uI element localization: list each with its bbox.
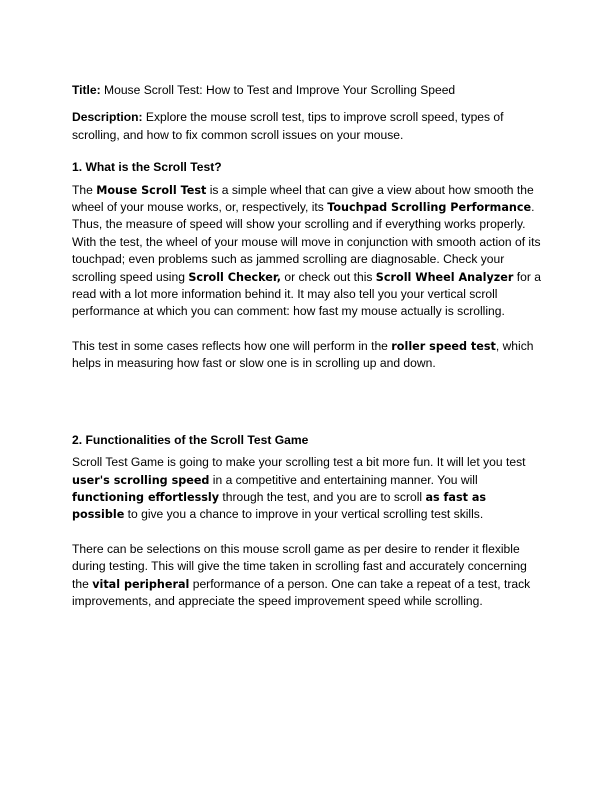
bold-term-as-fast-as-possible: as fast as possible — [72, 490, 487, 522]
text-run: or check out this — [281, 269, 376, 284]
bold-term-mouse-scroll-test: Mouse Scroll Test — [96, 183, 207, 197]
bold-term-touchpad-scrolling-performance: Touchpad Scrolling Performance — [327, 201, 532, 215]
document-page — [72, 82, 542, 610]
section-1-paragraph-1 — [72, 182, 542, 321]
section-1-heading: 1. What is the Scroll Test? — [72, 160, 222, 175]
document-title — [72, 82, 542, 99]
text-run: . Thus, the measure of speed will show your scrolling and if everything works properly. With the test, the wheel of your mouse will move in conjunction with smooth action of its touchpad; even problems such as jammed scrolling are diagnosable. Check your scrolling speed using — [72, 200, 541, 284]
document-description — [72, 109, 542, 144]
text-run: to give you a chance to improve in your vertical scrolling test skills. — [124, 507, 484, 522]
text-run: This test in some cases reflects how one will perform in the — [72, 338, 392, 353]
bold-term-scroll-wheel-analyzer: Scroll Wheel Analyzer — [375, 270, 514, 284]
bold-term-functioning-effortlessly: functioning effortlessly — [72, 490, 220, 504]
title-text: Mouse Scroll Test: How to Test and Improve Your Scrolling Speed — [100, 83, 456, 97]
bold-term-users-scrolling-speed: user's scrolling speed — [72, 473, 210, 487]
text-run: is a simple wheel that can give a view about how smooth the wheel of your mouse works, or, respectively, its — [72, 182, 534, 215]
text-run: , which helps in measuring how fast or slow one is in scrolling up and down. — [72, 338, 534, 371]
text-run: performance of a person. One can take a repeat of a test, track improvements, and appreciate the speed improvement speed while scrolling. — [72, 576, 531, 608]
section-2-paragraph-2 — [72, 541, 542, 611]
text-run: in a competitive and entertaining manner. You will — [209, 472, 478, 487]
section-2-heading: 2. Functionalities of the Scroll Test Game — [72, 432, 309, 447]
text-run: The — [72, 182, 97, 197]
description-label: Description: — [72, 110, 143, 125]
bold-term-roller-speed-test: roller speed test — [391, 339, 496, 353]
text-run: for a read with a lot more information behind it. It may also tell you your vertical scroll performance at which you can comment: how fast my mouse actually is scrolling. — [72, 269, 541, 319]
text-run: through the test, and you are to scroll — [219, 489, 426, 504]
bold-term-scroll-checker: Scroll Checker, — [188, 270, 282, 284]
section-1-paragraph-2 — [72, 338, 542, 373]
bold-term-vital-peripheral: vital peripheral — [92, 577, 190, 591]
text-run: Scroll Test Game is going to make your scrolling test a bit more fun. It will let you test — [72, 455, 526, 470]
section-2-paragraph-1 — [72, 454, 542, 524]
description-text: Explore the mouse scroll test, tips to improve scroll speed, types of scrolling, and how to fix common scroll issues on your mouse. — [72, 110, 504, 142]
text-run: There can be selections on this mouse scroll game as per desire to render it flexible during testing. This will give the time taken in scrolling fast and accurately concerning the — [72, 541, 527, 591]
title-label: Title: — [72, 83, 101, 97]
